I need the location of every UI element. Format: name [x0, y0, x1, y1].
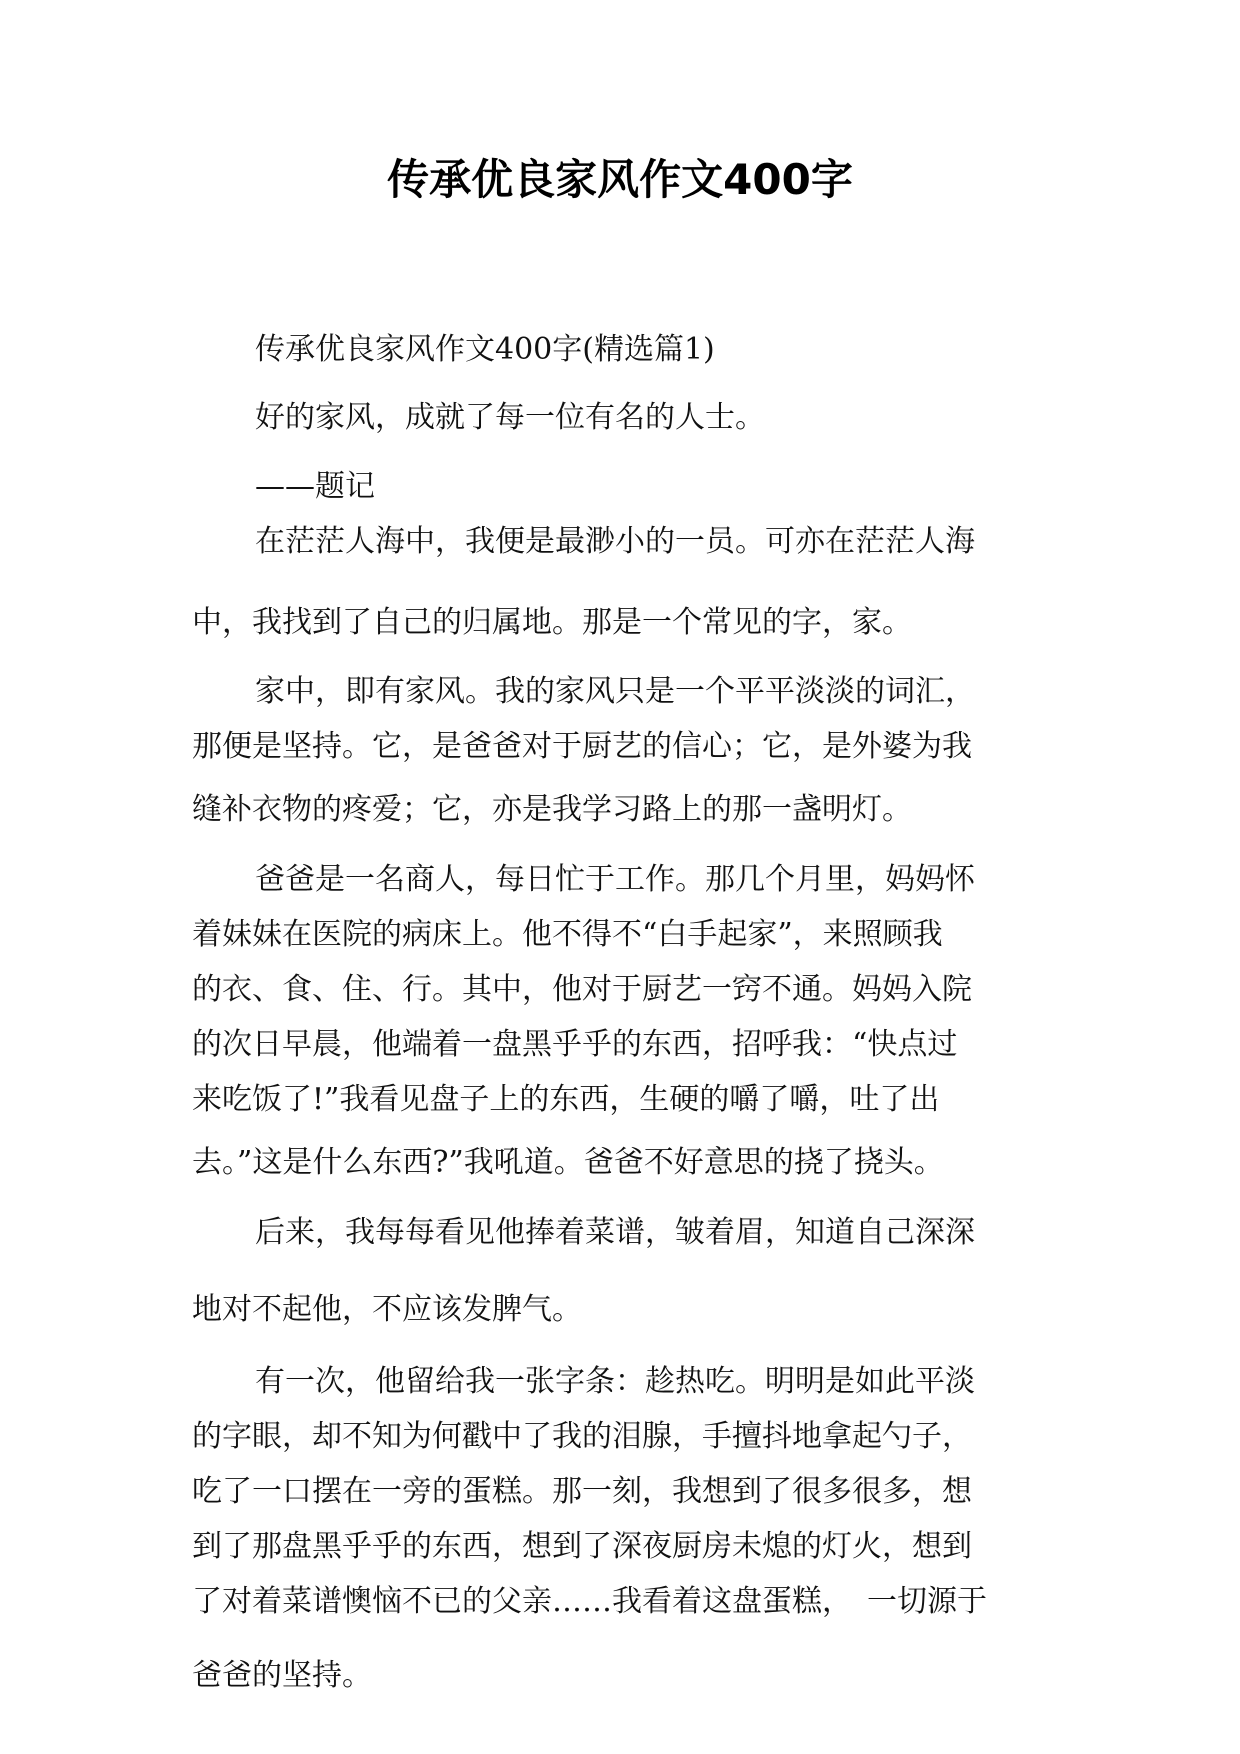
paragraph-line: 家中，即有家风。我的家风只是一个平平淡淡的词汇， — [255, 674, 975, 709]
paragraph-line: 吃了一口摆在一旁的蛋糕。那一刻，我想到了很多很多，想 — [192, 1474, 972, 1509]
paragraph-line: 的次日早晨，他端着一盘黑乎乎的东西，招呼我：“快点过 — [192, 1027, 958, 1062]
paragraph-line: 好的家风，成就了每一位有名的人士。 — [255, 400, 765, 435]
paragraph-line: 去。”这是什么东西?”我吼道。爸爸不好意思的挠了挠头。 — [192, 1145, 944, 1180]
paragraph-line: 那便是坚持。它，是爸爸对于厨艺的信心；它，是外婆为我 — [192, 729, 972, 764]
paragraph-line: 地对不起他，不应该发脾气。 — [192, 1292, 582, 1327]
paragraph-line: 爸爸的坚持。 — [192, 1658, 372, 1693]
paragraph-line: 在茫茫人海中，我便是最渺小的一员。可亦在茫茫人海 — [255, 524, 975, 559]
paragraph-line: 有一次，他留给我一张字条：趁热吃。明明是如此平淡 — [255, 1364, 975, 1399]
paragraph-line: 缝补衣物的疼爱；它，亦是我学习路上的那一盏明灯。 — [192, 792, 912, 827]
paragraph-line: 了对着菜谱懊恼不已的父亲……我看着这盘蛋糕， 一切源于 — [192, 1584, 987, 1619]
section-heading: 传承优良家风作文400字(精选篇1) — [255, 332, 715, 367]
document-title: 传承优良家风作文400字 — [387, 155, 853, 204]
paragraph-line: 爸爸是一名商人，每日忙于工作。那几个月里，妈妈怀 — [255, 862, 975, 897]
paragraph-line: 的字眼，却不知为何戳中了我的泪腺，手擅抖地拿起勺子， — [192, 1419, 972, 1454]
paragraph-line: 着妹妹在医院的病床上。他不得不“白手起家”，来照顾我 — [192, 917, 943, 952]
paragraph-line: 后来，我每每看见他捧着菜谱，皱着眉，知道自己深深 — [255, 1215, 975, 1250]
paragraph-line: 中，我找到了自己的归属地。那是一个常见的字，家。 — [192, 605, 912, 640]
paragraph-line: 来吃饭了!”我看见盘子上的东西，生硬的嚼了嚼，吐了出 — [192, 1082, 940, 1117]
paragraph-line: 到了那盘黑乎乎的东西，想到了深夜厨房未熄的灯火，想到 — [192, 1529, 972, 1564]
paragraph-line: ——题记 — [255, 469, 375, 504]
paragraph-line: 的衣、食、住、行。其中，他对于厨艺一窍不通。妈妈入院 — [192, 972, 972, 1007]
